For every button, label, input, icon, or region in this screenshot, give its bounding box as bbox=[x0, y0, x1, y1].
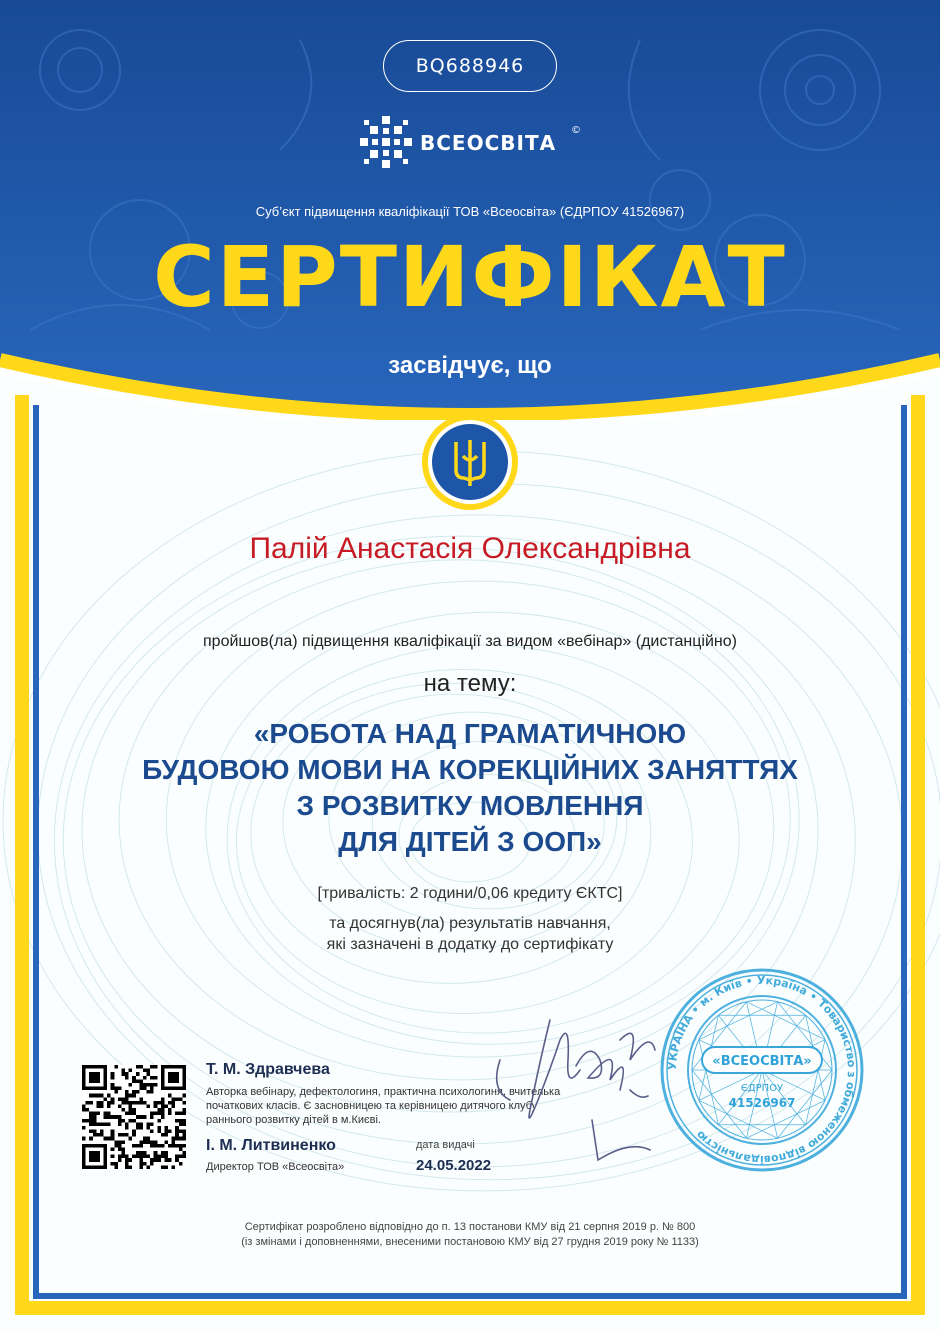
certificate-title: СЕРТИФІКАТ bbox=[153, 228, 787, 326]
results-line: які зазначені в додатку до сертифікату bbox=[326, 936, 614, 953]
director-title: Директор ТОВ «Всеосвіта» bbox=[206, 1161, 345, 1173]
author-name: Т. М. Здравчева bbox=[206, 1061, 330, 1078]
issue-date: 24.05.2022 bbox=[416, 1157, 492, 1174]
issue-date-label: дата видачі bbox=[416, 1139, 475, 1151]
topic-title bbox=[100, 716, 840, 860]
provider-subject-line: Суб’єкт підвищення кваліфікації ТОВ «Всеосвіта» (ЄДРПОУ 41526967) bbox=[255, 204, 685, 219]
duration-text: [тривалість: 2 години/0,06 кредиту ЄКТС] bbox=[317, 885, 623, 902]
footer-line: (із змінами і доповненнями, внесеними постановою КМУ від 27 грудня 2019 року № 1133) bbox=[241, 1236, 699, 1248]
author-description: Авторка вебінару, дефектологиня, практична психологиня, вчителька початкових класів. Є засновницею та керівницею дитячого клубу раннього розвитку дітей в м.Києві. bbox=[206, 1086, 561, 1126]
trident-coat-of-arms-icon bbox=[420, 412, 520, 512]
qr-code[interactable] bbox=[82, 1065, 186, 1169]
stamp-code: 41526967 bbox=[728, 1096, 796, 1110]
results-text bbox=[0, 913, 940, 955]
legal-footer bbox=[0, 1220, 940, 1250]
stamp-code-label: ЄДРПОУ bbox=[740, 1083, 784, 1094]
recipient-name: Палій Анастасія Олександрівна bbox=[249, 532, 691, 565]
topic-label: на тему: bbox=[423, 670, 517, 697]
copyright-mark: © bbox=[571, 125, 581, 136]
director-name: І. М. Литвиненко bbox=[206, 1137, 336, 1154]
topic-line: ДЛЯ ДІТЕЙ З ООП» bbox=[338, 826, 602, 857]
topic-line: З РОЗВИТКУ МОВЛЕННЯ bbox=[296, 790, 644, 821]
footer-line: Сертифікат розроблено відповідно до п. 13 постанови КМУ від 21 серпня 2019 р. № 800 bbox=[244, 1221, 696, 1233]
logo-text: ВСЕОСВІТА bbox=[420, 131, 557, 155]
topic-line: «РОБОТА НАД ГРАМАТИЧНОЮ bbox=[253, 718, 687, 749]
stamp-center-text: «ВСЕОСВІТА» bbox=[712, 1054, 812, 1069]
serial-number: BQ688946 bbox=[383, 40, 557, 92]
completed-text: пройшов(ла) підвищення кваліфікації за видом «вебінар» (дистанційно) bbox=[203, 633, 737, 650]
official-stamp bbox=[657, 965, 867, 1175]
topic-line: БУДОВОЮ МОВИ НА КОРЕКЦІЙНИХ ЗАНЯТТЯХ bbox=[142, 754, 798, 785]
results-line: та досягнув(ла) результатів навчання, bbox=[329, 915, 611, 932]
stamp-outer-text: УКРАЇНА • м. Київ • Україна • Товариство з обмеженою відповідальністю bbox=[665, 973, 859, 1167]
handwritten-signature bbox=[480, 1000, 680, 1180]
certifies-text: засвідчує, що bbox=[388, 352, 552, 379]
